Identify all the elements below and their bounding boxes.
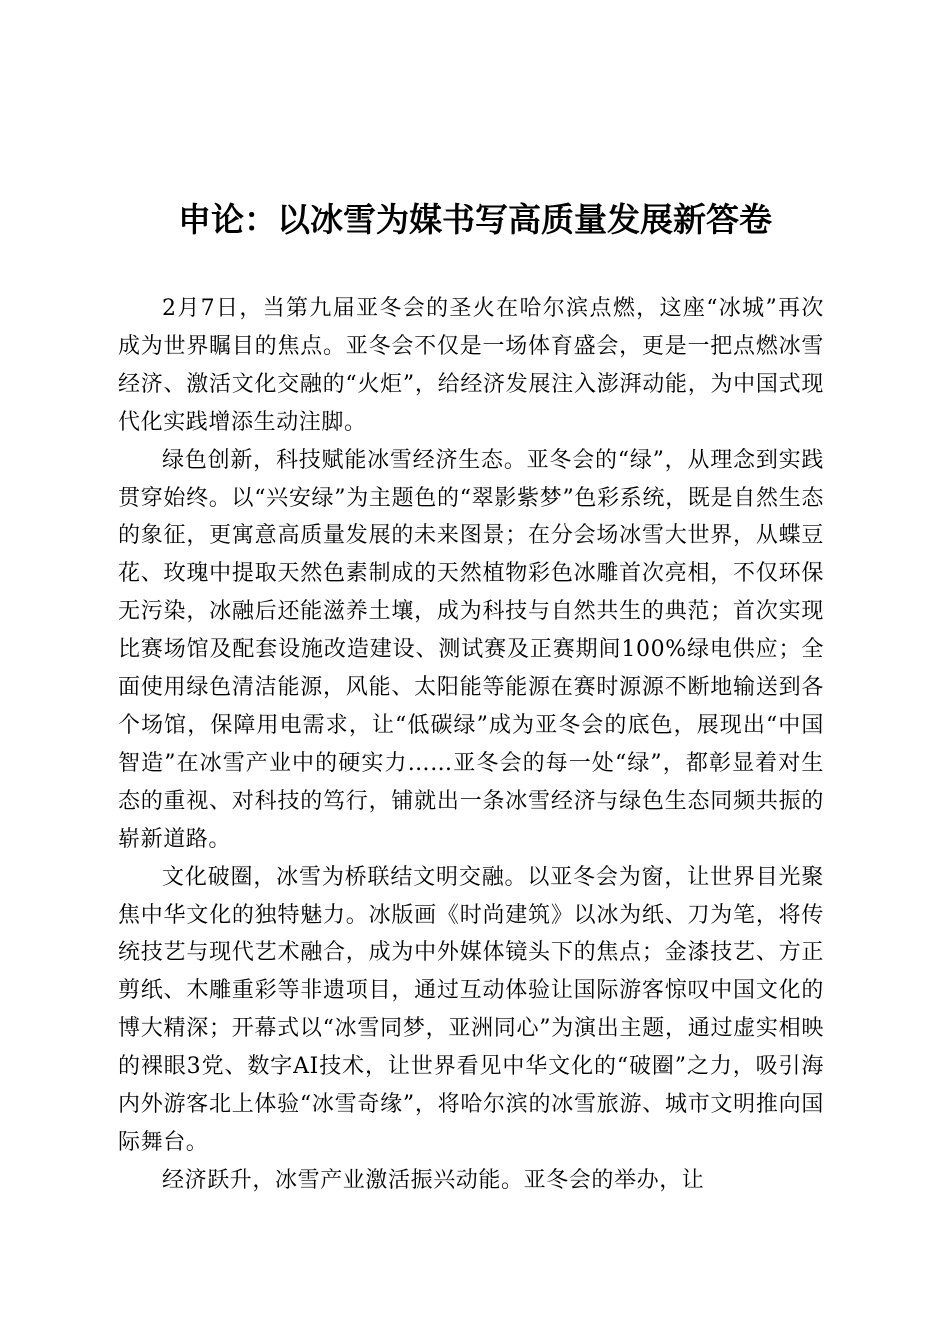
paragraph-green-innovation: 绿色创新，科技赋能冰雪经济生态。亚冬会的“绿”，从理念到实践贯穿始终。以“兴安绿”为主题色的“翠影紫梦”色彩系统，既是自然生态的象征，更寓意高质量发展的未来图景；在分会场冰雪大世界，从蝶豆花、玫瑰中提取天然色素制成的天然植物彩色冰雕首次亮相，不仅环保无污染，冰融后还能滋养土壤，成为科技与自然共生的典范；首次实现比赛场馆及配套设施改造建设、测试赛及正赛期间100%绿电供应；全面使用绿色清洁能源，风能、太阳能等能源在赛时源源不断地输送到各个场馆，保障用电需求，让“低碳绿”成为亚冬会的底色，展现出“中国智造”在冰雪产业中的硬实力……亚冬会的每一处“绿”，都彰显着对生态的重视、对科技的笃行，铺就出一条冰雪经济与绿色生态同频共振的崭新道路。 [118,447,824,852]
paragraph-culture: 文化破圈，冰雪为桥联结文明交融。以亚冬会为窗，让世界目光聚焦中华文化的独特魅力。冰版画《时尚建筑》以冰为纸、刀为笔，将传统技艺与现代艺术融合，成为中外媒体镜头下的焦点；金漆技艺、方正剪纸、木雕重彩等非遗项目，通过互动体验让国际游客惊叹中国文化的博大精深；开幕式以“冰雪同梦，亚洲同心”为演出主题，通过虚实相映的裸眼3党、数字AI技术，让世界看见中华文化的“破圈”之力，吸引海内外游客北上体验“冰雪奇缘”，将哈尔滨的冰雪旅游、城市文明推向国际舞台。 [118,864,824,1155]
paragraph-opening: 2月7日，当第九届亚冬会的圣火在哈尔滨点燃，这座“冰城”再次成为世界瞩目的焦点。亚冬会不仅是一场体育盛会，更是一把点燃冰雪经济、激活文化交融的“火炬”，给经济发展注入澎湃动能，为中国式现代化实践增添生动注脚。 [118,296,824,435]
document-title: 申论：以冰雪为媒书写高质量发展新答卷 [178,200,772,239]
document-body [118,290,824,1200]
paragraph-economy: 经济跃升，冰雪产业激活振兴动能。亚冬会的举办，让 [162,1167,705,1193]
